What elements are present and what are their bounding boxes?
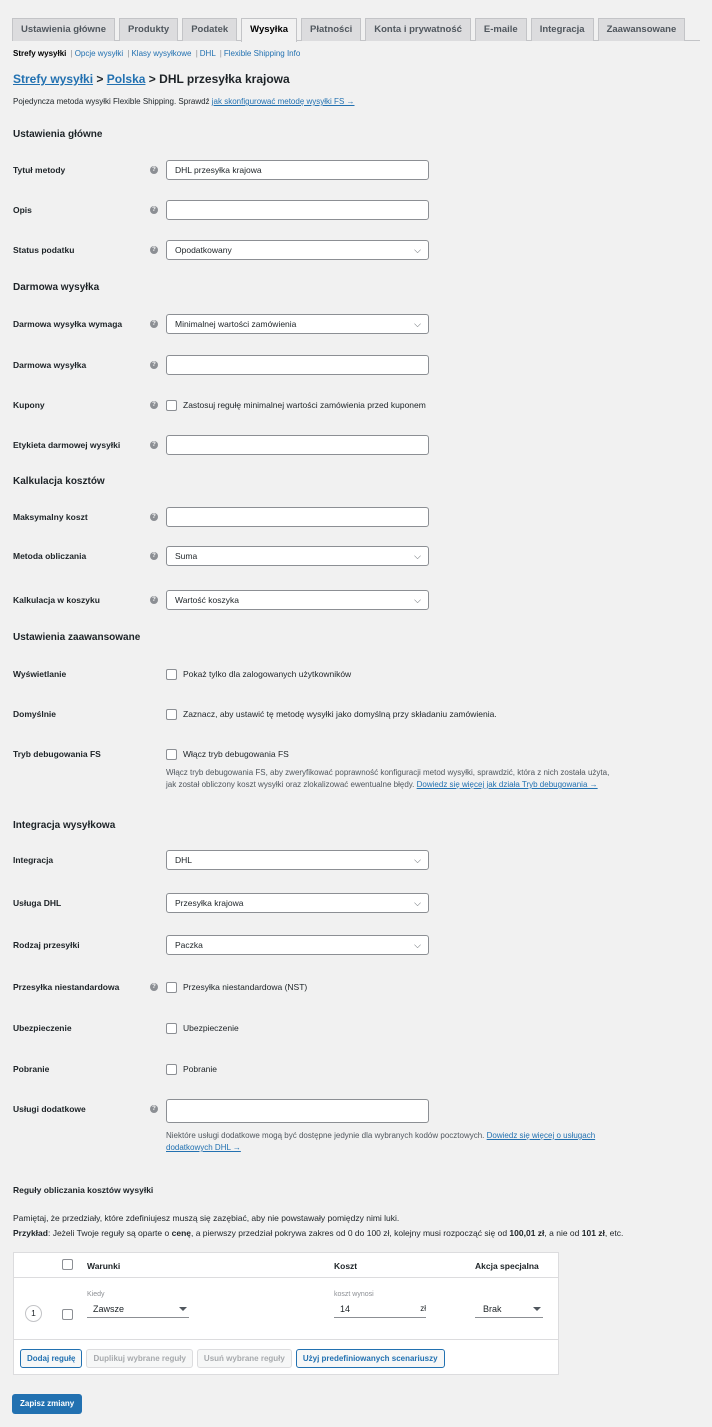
dhl-service-label: Usługa DHL	[13, 898, 62, 908]
help-icon[interactable]: ?	[150, 441, 158, 449]
insurance-label: Ubezpieczenie	[13, 1023, 72, 1033]
extra-note-line-2	[166, 1142, 706, 1154]
row-package-type	[13, 935, 703, 955]
intro-description: Pojedyncza metoda wysyłki Flexible Shipping. Sprawdź	[13, 97, 210, 106]
chevron-down-icon: ⌵	[414, 940, 421, 950]
extra-services-label: Usługi dodatkowe	[13, 1104, 86, 1114]
chevron-down-icon: ⌵	[414, 319, 421, 329]
integration-select[interactable]	[166, 850, 429, 870]
calc-method-value: Suma	[175, 551, 198, 561]
rules-example-bold-2: 100,01 zł	[509, 1228, 545, 1238]
help-icon[interactable]: ?	[150, 246, 158, 254]
section-integration-heading: Integracja wysyłkowa	[13, 820, 116, 831]
cod-checkbox[interactable]	[166, 1064, 177, 1075]
display-label: Wyświetlanie	[13, 669, 67, 679]
breadcrumb-separator: >	[148, 72, 156, 86]
save-button[interactable]: Zapisz zmiany	[12, 1394, 82, 1414]
tab-shipping[interactable]: Wysyłka	[241, 18, 297, 42]
insurance-text: Ubezpieczenie	[183, 1023, 239, 1033]
help-icon[interactable]: ?	[150, 1105, 158, 1113]
rules-table	[13, 1252, 559, 1375]
col-cost: Koszt	[334, 1261, 358, 1271]
condition-select[interactable]	[87, 1301, 189, 1318]
debug-mode-checkbox[interactable]	[166, 749, 177, 760]
method-title-label: Tytuł metody	[13, 165, 66, 175]
tab-advanced[interactable]: Zaawansowane	[598, 18, 686, 41]
coupons-checkbox[interactable]	[166, 400, 177, 411]
help-icon[interactable]: ?	[150, 596, 158, 604]
help-icon[interactable]: ?	[150, 206, 158, 214]
rule-number-badge: 1	[25, 1305, 42, 1322]
table-row	[14, 1279, 558, 1340]
breadcrumb-separator: >	[96, 72, 104, 86]
section-advanced-heading: Ustawienia zaawansowane	[13, 632, 141, 643]
rules-table-header	[14, 1253, 558, 1278]
rules-example-text-a: : Jeżeli Twoje reguły są oparte o	[47, 1228, 172, 1238]
free-requires-select[interactable]	[166, 314, 429, 334]
caret-down-icon	[179, 1307, 187, 1311]
section-free-shipping-heading: Darmowa wysyłka	[13, 282, 100, 293]
cod-label: Pobranie	[13, 1064, 50, 1074]
extra-services-input[interactable]	[166, 1099, 429, 1123]
rules-example-bold-1: cenę	[171, 1228, 191, 1238]
col-special-action: Akcja specjalna	[475, 1261, 539, 1271]
chevron-down-icon: ⌵	[414, 855, 421, 865]
help-icon[interactable]: ?	[150, 552, 158, 560]
help-icon[interactable]: ?	[150, 320, 158, 328]
default-method-text: Zaznacz, aby ustawić tę metodę wysyłki jako domyślną przy składaniu zamówienia.	[183, 709, 497, 719]
max-cost-input[interactable]	[166, 507, 429, 527]
special-action-value: Brak	[483, 1304, 502, 1314]
row-coupons	[13, 395, 703, 415]
display-option	[166, 668, 351, 680]
package-type-select[interactable]	[166, 935, 429, 955]
tab-emails[interactable]: E-maile	[475, 18, 527, 41]
free-tag-label: Etykieta darmowej wysyłki	[13, 440, 121, 450]
default-label: Domyślnie	[13, 709, 56, 719]
row-free-label	[13, 435, 703, 455]
col-conditions: Warunki	[87, 1261, 121, 1271]
section-costs-heading: Kalkulacja kosztów	[13, 476, 105, 487]
subnav-separator: |	[195, 49, 198, 58]
non-standard-label: Przesyłka niestandardowa	[13, 982, 120, 992]
subnav-shipping-classes[interactable]: Klasy wysyłkowe	[131, 49, 192, 58]
extra-services-help	[166, 1130, 706, 1154]
caret-down-icon	[533, 1307, 541, 1311]
non-standard-text: Przesyłka niestandardowa (NST)	[183, 982, 308, 992]
non-standard-checkbox[interactable]	[166, 982, 177, 993]
extra-note-line-1	[166, 1130, 706, 1142]
subnav-shipping-zones[interactable]: Strefy wysyłki	[13, 49, 67, 58]
free-shipping-input[interactable]	[166, 355, 429, 375]
breadcrumb-method: DHL przesyłka krajowa	[159, 72, 290, 86]
row-cod	[13, 1059, 703, 1079]
cost-input[interactable]	[334, 1301, 426, 1318]
row-calc-method	[13, 546, 703, 566]
description-input[interactable]	[166, 200, 429, 220]
cod-text: Pobranie	[183, 1064, 218, 1074]
breadcrumb-zones-link[interactable]: Strefy wysyłki	[13, 72, 94, 86]
row-free-requires	[13, 314, 703, 334]
row-method-title	[13, 160, 703, 180]
tab-general[interactable]: Ustawienia główne	[12, 18, 115, 41]
row-integration	[13, 850, 703, 870]
integration-label: Integracja	[13, 855, 54, 865]
extra-learn-more-link-1[interactable]: Dowiedz się więcej o usługach	[486, 1131, 596, 1140]
coupons-checkbox-text: Zastosuj regułę minimalnej wartości zamówienia przed kuponem	[183, 400, 426, 410]
currency-label: zł	[420, 1304, 426, 1313]
row-extra-services	[13, 1099, 703, 1123]
description-label: Opis	[13, 205, 32, 215]
tax-status-select[interactable]	[166, 240, 429, 260]
subnav-shipping-options[interactable]: Opcje wysyłki	[74, 49, 124, 58]
default-option	[166, 708, 497, 720]
tab-tax[interactable]: Podatek	[182, 18, 237, 41]
chevron-down-icon: ⌵	[414, 551, 421, 561]
package-type-label: Rodzaj przesyłki	[13, 940, 80, 950]
shipping-subnav	[13, 49, 300, 58]
select-all-checkbox[interactable]	[62, 1259, 73, 1270]
rules-example-text-c: , a pierwszy przedział pokrywa zakres od 0 do 100 zł, kolejny musi rozpocząć się od	[190, 1228, 510, 1238]
help-icon[interactable]: ?	[150, 983, 158, 991]
debug-help-text	[166, 767, 706, 791]
rules-example-label: Przykład	[13, 1228, 48, 1238]
rules-actions	[20, 1349, 445, 1368]
extra-learn-more-link-2[interactable]: dodatkowych DHL →	[166, 1143, 241, 1152]
breadcrumb	[13, 72, 290, 86]
calc-method-select[interactable]	[166, 546, 429, 566]
row-max-cost	[13, 507, 703, 527]
rules-example-bold-3: 101 zł	[581, 1228, 605, 1238]
rules-example-text-e: , a nie od	[544, 1228, 582, 1238]
cart-calculation-label: Kalkulacja w koszyku	[13, 595, 100, 605]
chevron-down-icon: ⌵	[414, 245, 421, 255]
coupons-option	[166, 399, 426, 411]
row-tax-status	[13, 240, 703, 260]
rule-select-checkbox[interactable]	[62, 1309, 73, 1320]
debug-note-line-1: Włącz tryb debugowania FS, aby zweryfikować poprawność konfiguracji metod wysyłki, sprawdzić, która z nich została użyta,	[166, 768, 610, 777]
calc-method-label: Metoda obliczania	[13, 551, 87, 561]
row-display	[13, 664, 703, 684]
cart-calculation-select[interactable]	[166, 590, 429, 610]
subnav-dhl[interactable]: DHL	[199, 49, 216, 58]
subnav-separator: |	[219, 49, 222, 58]
row-cart-calculation	[13, 590, 703, 610]
default-method-checkbox[interactable]	[166, 709, 177, 720]
predefined-scenarios-button[interactable]: Użyj predefiniowanych scenariuszy	[296, 1349, 445, 1368]
tab-integration[interactable]: Integracja	[531, 18, 594, 41]
non-standard-option	[166, 981, 307, 993]
logged-in-only-checkbox[interactable]	[166, 669, 177, 680]
logged-in-only-text: Pokaż tylko dla zalogowanych użytkowników	[183, 669, 352, 679]
debug-label: Tryb debugowania FS	[13, 749, 101, 759]
debug-note-text: jak został obliczony koszt wysyłki oraz zlokalizować ewentualne błędy.	[166, 780, 415, 789]
tab-products[interactable]: Produkty	[119, 18, 178, 41]
free-tag-input[interactable]	[166, 435, 429, 455]
dhl-service-value: Przesyłka krajowa	[175, 898, 244, 908]
debug-option	[166, 748, 289, 760]
package-type-value: Paczka	[175, 940, 203, 950]
subnav-separator: |	[127, 49, 130, 58]
cost-label: koszt wynosi	[334, 1291, 374, 1298]
method-title-input[interactable]: DHL przesyłka krajowa	[166, 160, 429, 180]
rules-title: Reguły obliczania kosztów wysyłki	[13, 1185, 154, 1195]
settings-tabs	[12, 18, 700, 41]
row-description	[13, 200, 703, 220]
intro-text	[13, 97, 355, 106]
dhl-service-select[interactable]	[166, 893, 429, 913]
subnav-separator: |	[70, 49, 73, 58]
debug-learn-more-link[interactable]: Dowiedz się więcej jak działa Tryb debugowania →	[416, 780, 598, 789]
when-label: Kiedy	[87, 1291, 105, 1298]
rules-example	[13, 1228, 623, 1238]
insurance-checkbox[interactable]	[166, 1023, 177, 1034]
chevron-down-icon: ⌵	[414, 898, 421, 908]
debug-mode-text: Włącz tryb debugowania FS	[183, 749, 289, 759]
condition-value: Zawsze	[93, 1304, 125, 1314]
tab-accounts-privacy[interactable]: Konta i prywatność	[365, 18, 471, 41]
row-insurance	[13, 1018, 703, 1038]
tab-payments[interactable]: Płatności	[301, 18, 361, 41]
breadcrumb-zone-link[interactable]: Polska	[106, 72, 146, 86]
extra-note-text: Niektóre usługi dodatkowe mogą być dostępne jedynie dla wybranych kodów pocztowych.	[166, 1131, 485, 1140]
row-debug	[13, 744, 703, 764]
row-dhl-service	[13, 893, 703, 913]
free-requires-value: Minimalnej wartości zamówienia	[175, 319, 297, 329]
duplicate-rules-button[interactable]: Duplikuj wybrane reguły	[86, 1349, 192, 1368]
chevron-down-icon: ⌵	[414, 595, 421, 605]
free-shipping-label: Darmowa wysyłka	[13, 360, 87, 370]
integration-value: DHL	[175, 855, 193, 865]
rules-example-text-g: , etc.	[604, 1228, 624, 1238]
cart-calculation-value: Wartość koszyka	[175, 595, 239, 605]
debug-note-line-2	[166, 779, 706, 791]
cost-value: 14	[340, 1304, 351, 1314]
section-general-heading: Ustawienia główne	[13, 129, 103, 140]
row-free-shipping	[13, 355, 703, 375]
special-action-select[interactable]	[475, 1301, 543, 1318]
help-icon[interactable]: ?	[150, 166, 158, 174]
help-icon[interactable]: ?	[150, 401, 158, 409]
intro-help-link[interactable]: jak skonfigurować metodę wysyłki FS →	[211, 97, 355, 106]
row-default	[13, 704, 703, 724]
add-rule-button[interactable]: Dodaj regułę	[20, 1349, 82, 1368]
help-icon[interactable]: ?	[150, 513, 158, 521]
cod-option	[166, 1063, 217, 1075]
tax-status-label: Status podatku	[13, 245, 75, 255]
help-icon[interactable]: ?	[150, 361, 158, 369]
insurance-option	[166, 1022, 239, 1034]
max-cost-label: Maksymalny koszt	[13, 512, 88, 522]
subnav-fs-info[interactable]: Flexible Shipping Info	[223, 49, 301, 58]
tax-status-value: Opodatkowany	[175, 245, 232, 255]
row-non-standard	[13, 977, 703, 997]
coupons-label: Kupony	[13, 400, 45, 410]
rules-note: Pamiętaj, że przedziały, które zdefiniujesz muszą się zazębiać, aby nie powstawały pomiędzy nimi luki.	[13, 1213, 400, 1223]
free-requires-label: Darmowa wysyłka wymaga	[13, 319, 123, 329]
delete-rules-button[interactable]: Usuń wybrane reguły	[197, 1349, 292, 1368]
